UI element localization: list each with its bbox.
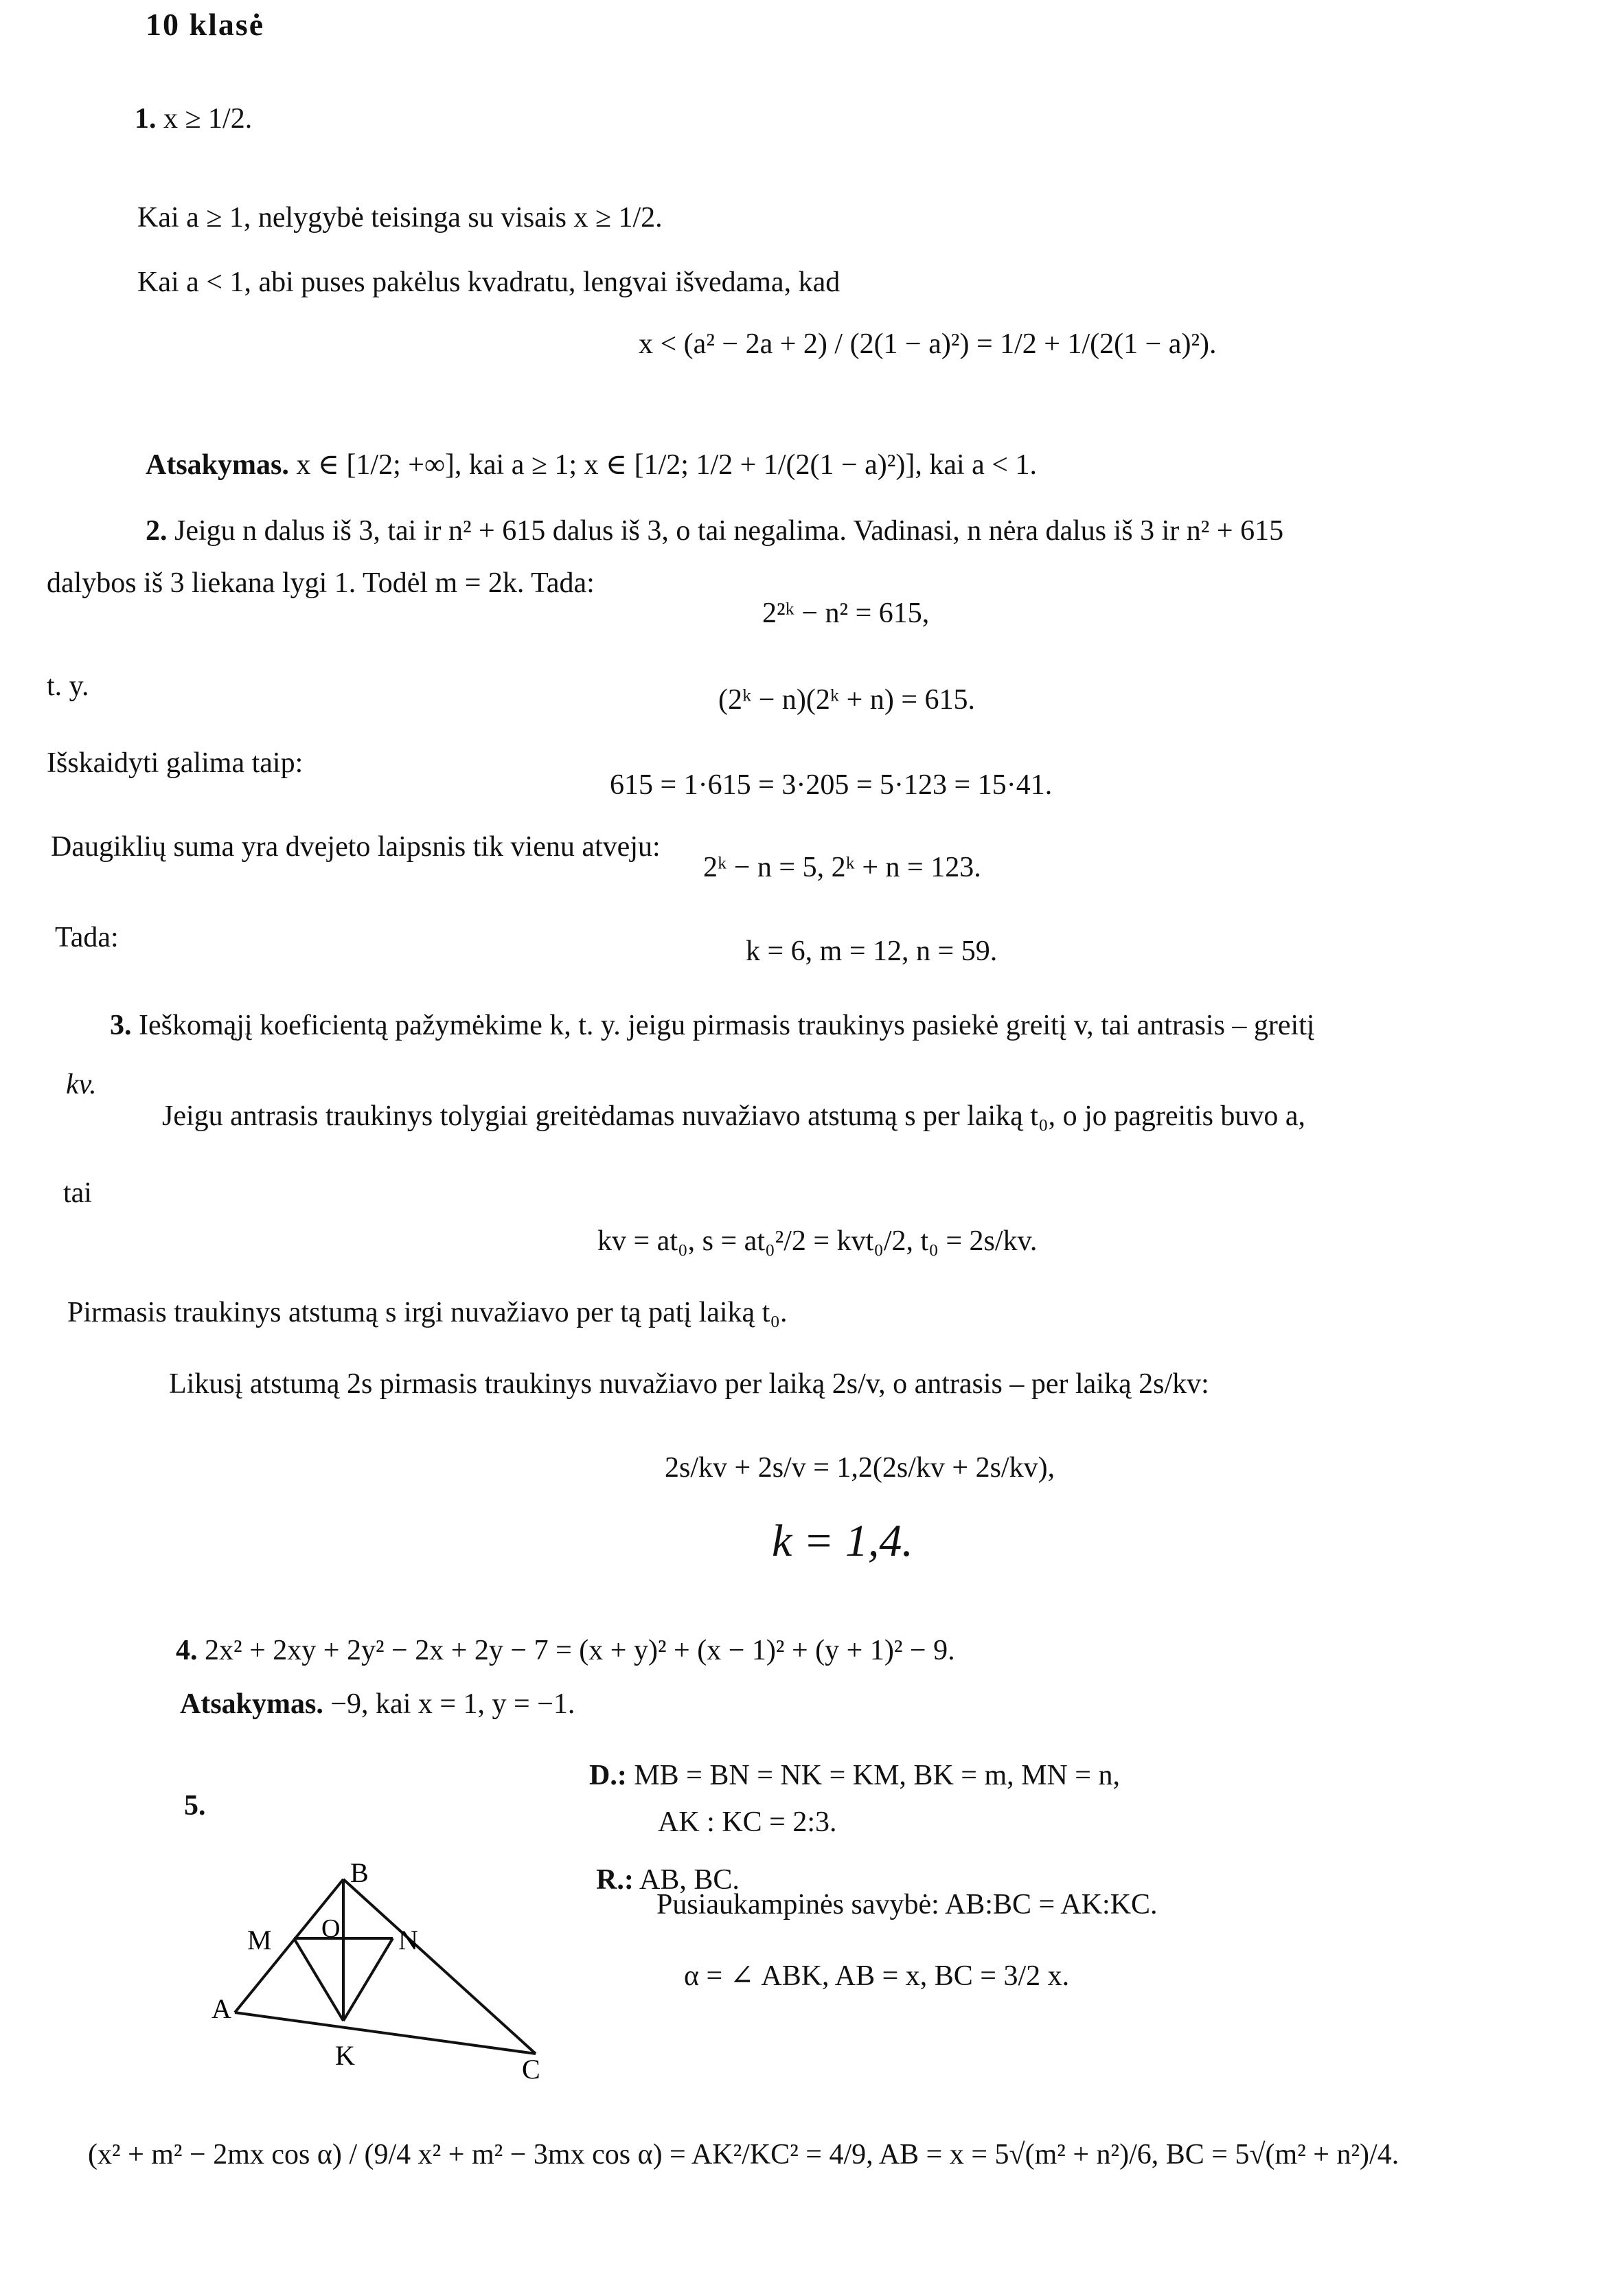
- segment-ac: [235, 2012, 536, 2054]
- problem-1-formula: x < (a² − 2a + 2) / (2(1 − a)²) = 1/2 + 1/(2(1 − a)²).: [639, 328, 1217, 360]
- problem-2-sum-label: Daugiklių suma yra dvejeto laipsnis tik vienu atveju:: [51, 831, 661, 863]
- problem-3-eq-2: 2s/kv + 2s/v = 1,2(2s/kv + 2s/kv),: [665, 1452, 1055, 1484]
- problem-3-eq-3: k = 1,4.: [772, 1516, 913, 1566]
- problem-5-find: R.: AB, BC.: [596, 1864, 740, 1896]
- problem-2-eq-1: 2²ᵏ − n² = 615,: [762, 598, 930, 629]
- problem-2-tada: Tada:: [55, 922, 119, 953]
- problem-5-alpha: α = ∠ ABK, AB = x, BC = 3/2 x.: [684, 1960, 1070, 1992]
- problem-2-ty: t. y.: [47, 670, 89, 702]
- triangle-figure: [206, 1861, 591, 2081]
- problem-1-case-a: Kai a ≥ 1, nelygybė teisinga su visais x ≥ 1/2.: [137, 202, 663, 234]
- page-header: 10 klasė: [146, 7, 265, 42]
- problem-2-eq-4: 2ᵏ − n = 5, 2ᵏ + n = 123.: [703, 852, 981, 883]
- problem-5-number: 5.: [184, 1790, 206, 1822]
- problem-2-eq-5: k = 6, m = 12, n = 59.: [746, 936, 998, 967]
- problem-2-text-2: dalybos iš 3 liekana lygi 1. Todėl m = 2k. Tada:: [47, 567, 595, 599]
- problem-1-statement: 1. x ≥ 1/2.: [135, 103, 253, 135]
- problem-2-eq-2: (2ᵏ − n)(2ᵏ + n) = 615.: [718, 684, 976, 716]
- label-c: C: [522, 2054, 540, 2081]
- label-k: K: [335, 2040, 355, 2071]
- problem-1-answer: Atsakymas. x ∈ [1/2; +∞], kai a ≥ 1; x ∈ [1/2; 1/2 + 1/(2(1 − a)²)], kai a < 1.: [146, 449, 1037, 481]
- label-b: B: [350, 1861, 369, 1888]
- segment-nk: [343, 1938, 393, 2021]
- problem-3-text-4: Likusį atstumą 2s pirmasis traukinys nuvažiavo per laiką 2s/v, o antrasis – per laiką 2s/kv:: [169, 1368, 1209, 1400]
- problem-3-text-1: 3. Ieškomąjį koeficientą pažymėkime k, t. y. jeigu pirmasis traukinys pasiekė greitį v, tai antrasis – greitį: [110, 1010, 1315, 1041]
- problem-4-answer: Atsakymas. −9, kai x = 1, y = −1.: [180, 1688, 575, 1720]
- problem-2-eq-3: 615 = 1·615 = 3·205 = 5·123 = 15·41.: [610, 769, 1053, 801]
- problem-4-eq: 4. 2x² + 2xy + 2y² − 2x + 2y − 7 = (x + y)² + (x − 1)² + (y + 1)² − 9.: [176, 1635, 955, 1666]
- problem-2-text-1: 2. Jeigu n dalus iš 3, tai ir n² + 615 dalus iš 3, o tai negalima. Vadinasi, n nėra dalus iš 3 ir n² + 615: [146, 515, 1284, 547]
- problem-3-tai: tai: [63, 1177, 92, 1209]
- segment-mk: [294, 1938, 343, 2021]
- label-a: A: [211, 1993, 231, 2024]
- problem-3-text-1b: kv.: [66, 1069, 97, 1100]
- label-n: N: [398, 1925, 418, 1955]
- problem-5-given-2: AK : KC = 2:3.: [658, 1806, 837, 1838]
- label-o: O: [321, 1914, 341, 1943]
- label-m: M: [247, 1925, 272, 1955]
- problem-5-given-1: D.: MB = BN = NK = KM, BK = m, MN = n,: [589, 1760, 1120, 1791]
- problem-5-property: Pusiaukampinės savybė: AB:BC = AK:KC.: [656, 1889, 1158, 1920]
- problem-1-case-b: Kai a < 1, abi puses pakėlus kvadratu, lengvai išvedama, kad: [137, 267, 840, 298]
- problem-5-final: (x² + m² − 2mx cos α) / (9/4 x² + m² − 3mx cos α) = AK²/KC² = 4/9, AB = x = 5√(m² + n²)/6, BC = 5√(m² + n²)/4.: [88, 2139, 1399, 2170]
- problem-2-factor-label: Išskaidyti galima taip:: [47, 747, 304, 779]
- problem-3-eq-1: kv = at₀, s = at₀²/2 = kvt₀/2, t₀ = 2s/kv.: [597, 1225, 1038, 1257]
- segment-bc: [343, 1879, 536, 2054]
- problem-3-text-3: Pirmasis traukinys atstumą s irgi nuvažiavo per tą patį laiką t₀.: [67, 1297, 788, 1328]
- problem-3-text-2: Jeigu antrasis traukinys tolygiai greitėdamas nuvažiavo atstumą s per laiką t₀, o jo pagreitis buvo a,: [162, 1100, 1306, 1132]
